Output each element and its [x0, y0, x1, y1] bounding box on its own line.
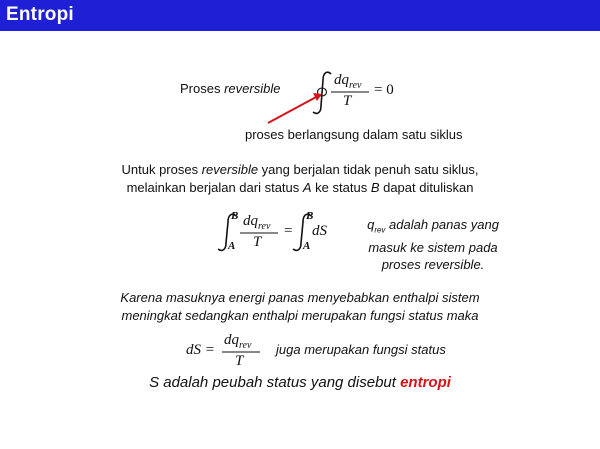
reason-line-1: Karena masuknya energi panas menyebabkan enthalpi sistem [120, 290, 480, 305]
reason-line-2: meningkat sedangkan enthalpi merupakan fungsi status maka [121, 308, 479, 323]
lower-limit-left: A [228, 240, 236, 252]
cycle-note: proses berlangsung dalam satu siklus [245, 127, 463, 142]
qrev-note-line-2: masuk ke sistem pada [368, 239, 498, 255]
top-equals-zero: = 0 [374, 82, 394, 98]
qrev-note-line-1: $q_{rev}$ adalah panas yang [367, 217, 499, 235]
conclusion: S adalah peubah status yang disebut entropi [149, 374, 451, 391]
ds-lhs: dS = [186, 342, 215, 358]
slide-title: Entropi [6, 4, 74, 25]
lower-limit-right: A [303, 240, 311, 252]
entropy-keyword: entropi [400, 374, 451, 391]
numerator-2: $dq_{rev}$ [243, 213, 271, 232]
top-numerator: $dq_{rev}$ [334, 72, 362, 91]
ds-note: juga merupakan fungsi status [276, 342, 446, 357]
denominator-2: T [253, 234, 262, 250]
intro-line-2: melainkan berjalan dari status A ke status B dapat dituliskan [126, 180, 474, 195]
reversible-process-label: Proses reversible [180, 81, 281, 96]
upper-limit-right: B [306, 210, 314, 222]
qrev-note-line-3: proses reversible. [381, 256, 485, 272]
upper-limit-left: B [231, 210, 239, 222]
numerator-3: $dq_{rev}$ [224, 332, 252, 351]
equals-sign: = [284, 223, 293, 239]
ds-term: dS [312, 223, 327, 239]
intro-line-1: Untuk proses reversible yang berjalan tidak penuh satu siklus, [121, 162, 479, 177]
top-denominator: T [343, 93, 352, 109]
denominator-3: T [235, 353, 244, 369]
